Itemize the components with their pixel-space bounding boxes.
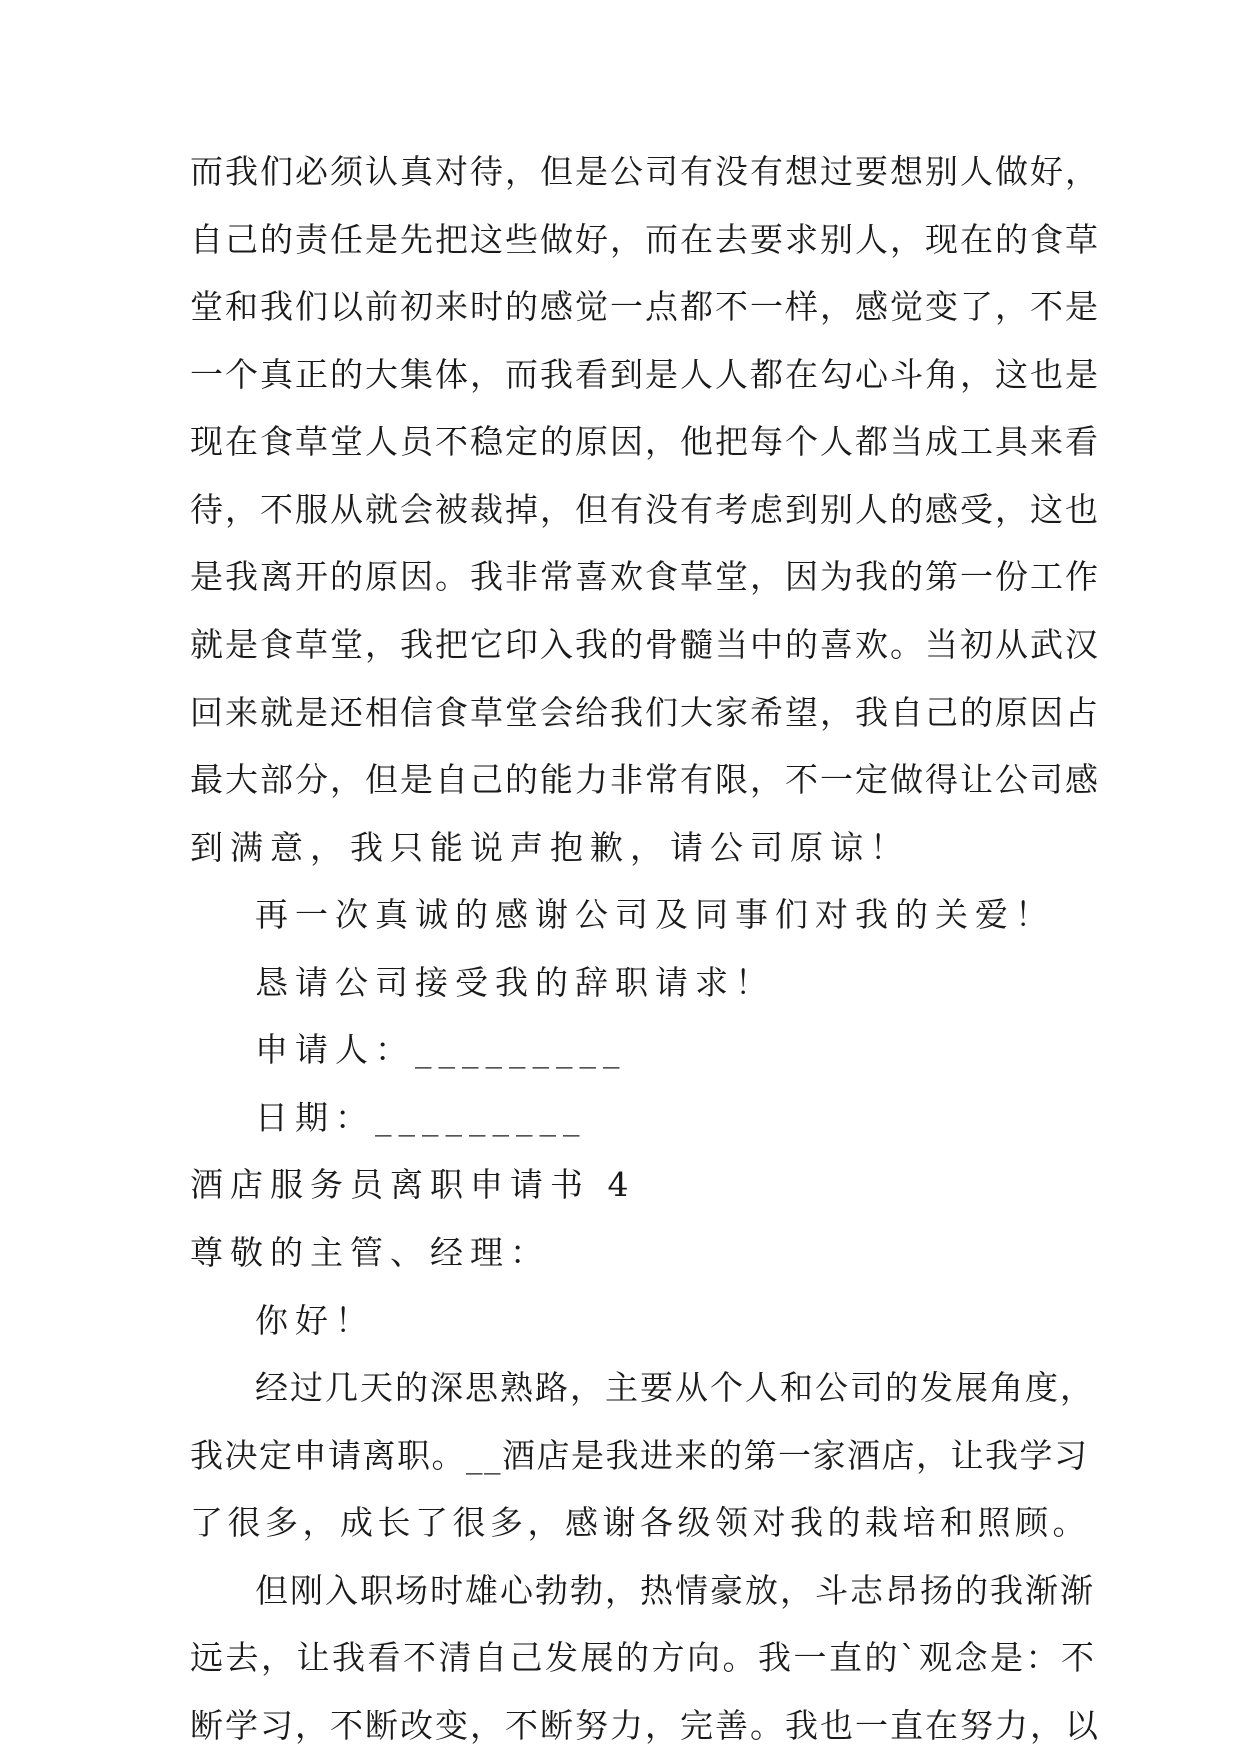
body-text-line: 堂和我们以前初来时的感觉一点都不一样，感觉变了，不是	[190, 287, 1100, 327]
body-text-line: 自己的责任是先把这些做好，而在去要求别人，现在的食草	[190, 219, 1100, 259]
body-text-line: 最大部分，但是自己的能力非常有限，不一定做得让公司感	[190, 760, 1100, 800]
body-text-line: 了很多，成长了很多，感谢各级领对我的栽培和照顾。	[190, 1503, 1090, 1543]
date-line: 日期：_________	[255, 1097, 587, 1137]
body-text-line: 我决定申请离职。__酒店是我进来的第一家酒店，让我学习	[190, 1435, 1089, 1475]
body-text-line: 是我离开的原因。我非常喜欢食草堂，因为我的第一份工作	[190, 557, 1100, 597]
body-text-line: 现在食草堂人员不稳定的原因，他把每个人都当成工具来看	[190, 422, 1100, 462]
request-line: 恳请公司接受我的辞职请求！	[255, 962, 775, 1002]
salutation: 尊敬的主管、经理：	[190, 1233, 550, 1273]
body-text-line: 一个真正的大集体，而我看到是人人都在勾心斗角，这也是	[190, 354, 1100, 394]
body-text-line: 经过几天的深思熟路，主要从个人和公司的发展角度，	[255, 1368, 1095, 1408]
body-text-line: 远去，让我看不清自己发展的方向。我一直的`观念是：不	[190, 1638, 1097, 1678]
body-text-line: 但刚入职场时雄心勃勃，热情豪放，斗志昂扬的我渐渐	[255, 1570, 1095, 1610]
applicant-signature-line: 申请人：_________	[255, 1030, 627, 1070]
body-text-line: 而我们必须认真对待，但是公司有没有想过要想别人做好，	[190, 152, 1100, 191]
section-heading: 酒店服务员离职申请书 4	[190, 1165, 636, 1205]
body-text-line: 回来就是还相信食草堂会给我们大家希望，我自己的原因占	[190, 692, 1100, 732]
body-text-line: 断学习，不断改变，不断努力，完善。我也一直在努力，以	[190, 1706, 1100, 1745]
thanks-line: 再一次真诚的感谢公司及同事们对我的关爱！	[255, 895, 1055, 935]
body-text-line: 到满意，我只能说声抱歉，请公司原谅！	[190, 827, 910, 867]
greeting: 你好！	[255, 1300, 375, 1340]
body-text-line: 待，不服从就会被裁掉，但有没有考虑到别人的感受，这也	[190, 489, 1100, 529]
body-text-line: 就是食草堂，我把它印入我的骨髓当中的喜欢。当初从武汉	[190, 624, 1100, 664]
